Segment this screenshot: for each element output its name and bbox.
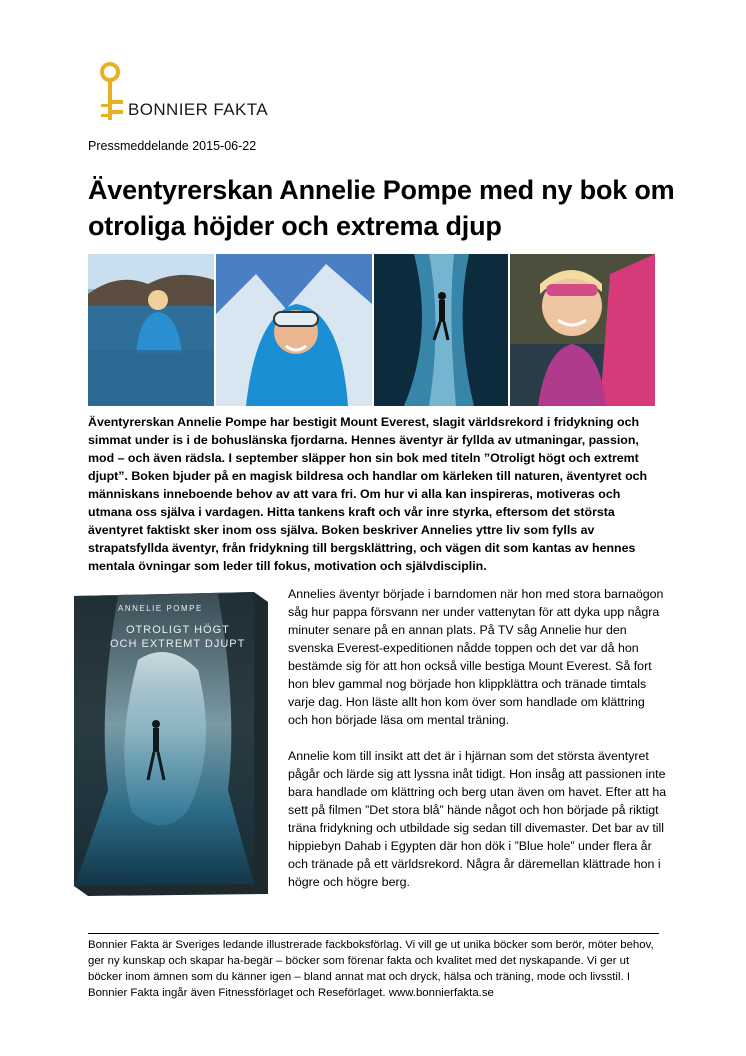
footer-divider [88, 933, 659, 934]
photo-swimmer [88, 254, 214, 406]
book-title-line2: OCH EXTREMT DJUPT [110, 638, 246, 650]
page-title: Äventyrerskan Annelie Pompe med ny bok om otroliga höjder och extrema djup [88, 175, 675, 241]
photo-freediver [374, 254, 508, 406]
body-paragraph-1: Annelies äventyr började i barndomen när hon med stora barnaögon såg hur pappa försvann ner under vattenytan för att dyka upp några minuter senare på en annan plats. På TV såg Annelie hur den svenska Everest-expeditionen nådde toppen och det var då hon bestämde sig för att hon också ville bestiga Mount Everest. Så fort hon blev gammal nog började hon klippklättra och tränade timtals varje dag. Hon läste allt hon kom över som handlade om klättring och hon började läsa om mental träning. [288, 587, 664, 727]
photo-kayaker [510, 254, 655, 406]
logo-text: BONNIER FAKTA [128, 100, 268, 119]
photo-mountaineer [216, 254, 372, 406]
body-text [288, 585, 668, 909]
bonnier-fakta-logo [98, 62, 268, 122]
intro-paragraph: Äventyrerskan Annelie Pompe har bestigit Mount Everest, slagit världsrekord i fridykning och simmat under is i de bohuslänska fjordarna. Hennes äventyr är fyllda av utmaningar, passion, mod – och även rädsla. I september släpper hon sin bok med titeln ”Otroligt högt och extremt djupt”. Boken bjuder på en magisk bildresa och handlar om kärleken till naturen, äventyret och människans inneboende behov av att vara fri. Om hur vi alla kan inspireras, motiveras och utmana oss själva i vardagen. Hitta tankens kraft och vår inre styrka, eftersom det största äventyret faktiskt sker inom oss själva. Boken beskriver Annelies yttre liv som fylls av strapatsfyllda äventyr, från fridykning till bergsklättring, och vägen dit som kantas av hennes mentala övningar som leder till fokus, motivation och självdisciplin. [88, 415, 648, 573]
footer-text: Bonnier Fakta är Sveriges ledande illustrerade fackboksförlag. Vi vill ge ut unika böcker som berör, möter behov, ger ny kunskap och skapar ha-begär – böcker som förenar fakta och kvalitet med det nyskapande. Vi ger ut böcker inom ämnen som du känner igen – bland annat mat och dryck, hälsa och träning, mode och livsstil. I Bonnier Fakta ingår även Fitnessförlaget och Reseförlaget. www.bonnierfakta.se [88, 939, 654, 999]
book-title-line1: OTROLIGT HÖGT [126, 624, 230, 636]
book-cover [68, 590, 274, 901]
key-icon [98, 62, 126, 122]
book-author: ANNELIE POMPE [118, 604, 203, 613]
press-release-date: Pressmeddelande 2015-06-22 [88, 139, 257, 153]
body-paragraph-2: Annelie kom till insikt att det är i hjärnan som det största äventyret pågår och lärde sig att lyssna inåt tidigt. Hon insåg att passionen inte bara handlade om klättring och berg utan även om havet. Efter att ha sett på filmen ”Det stora blå” hände något och hon började på riktigt träna fridykning och utbildade sig sedan till divemaster. Det bar av till hippiebyn Dahab i Egypten där hon dök i ”Blue hole” under flera år och tränade på ett världsrekord. Några år däremellan klättrade hon i högre och högre berg. [288, 749, 667, 889]
photo-strip [88, 254, 657, 406]
